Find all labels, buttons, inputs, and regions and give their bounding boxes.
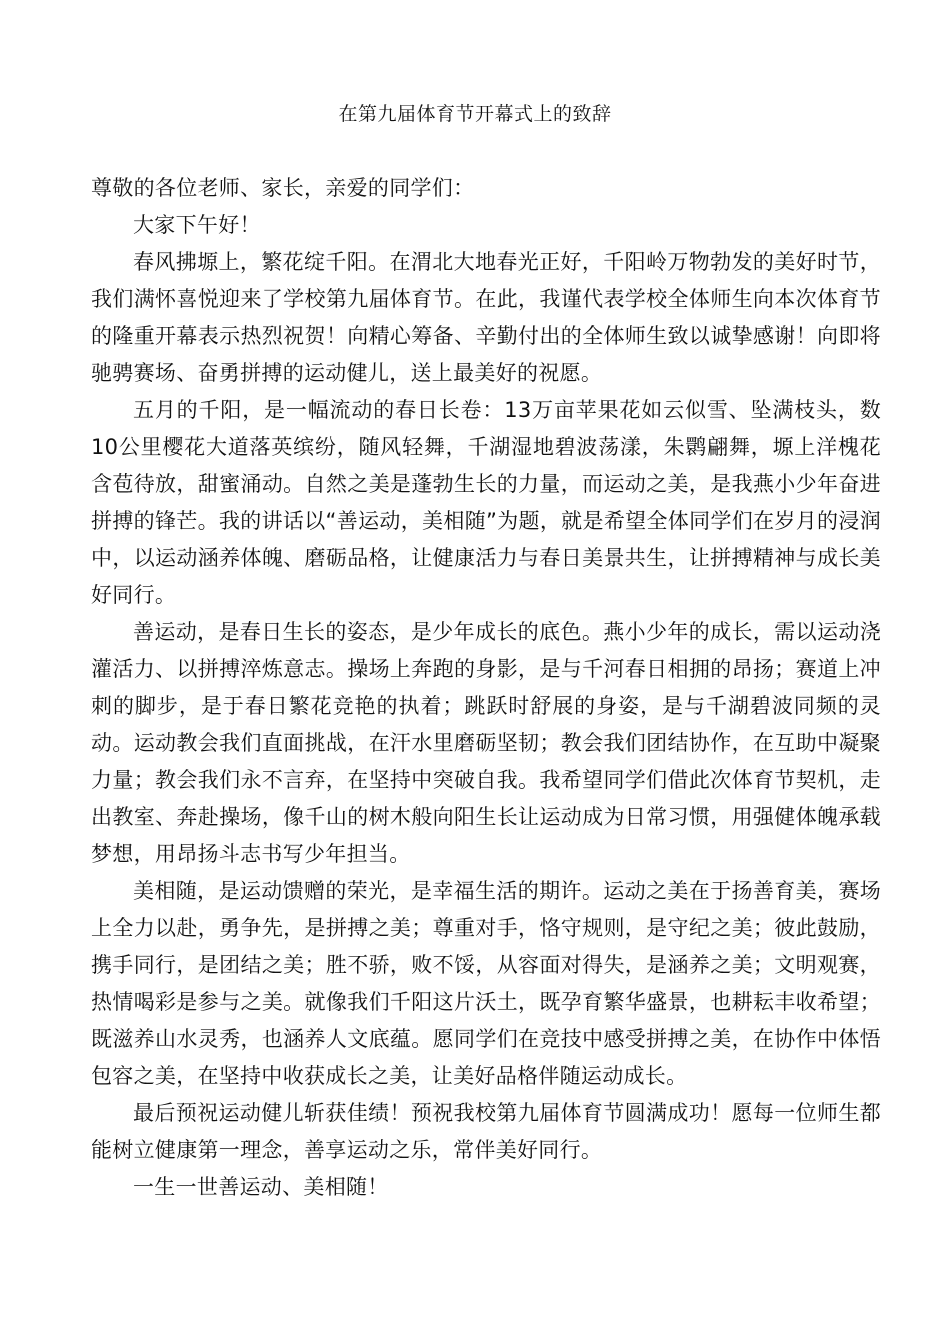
greeting: 大家下午好！ — [133, 213, 261, 237]
salutation: 尊敬的各位老师、家长，亲爱的同学们： — [91, 176, 475, 200]
paragraph-opening: 春风拂塬上，繁花绽千阳。在渭北大地春光正好，千阳岭万物勃发的美好时节，我们满怀喜悦迎来了学校第九届体育节。在此，我谨代表学校全体师生向本次体育节的隆重开幕表示热烈祝贺！向精心筹备、辛勤付出的全体师生致以诚挚感谢！向即将驰骋赛场、奋勇拼搏的运动健儿，送上最美好的祝愿。 — [91, 250, 881, 385]
paragraph-may-scenery: 五月的千阳，是一幅流动的春日长卷：13万亩苹果花如云似雪、坠满枝头，数10公里樱花大道落英缤纷，随风轻舞，千湖湿地碧波荡漾，朱鹮翩舞，塬上洋槐花含苞待放，甜蜜涌动。自然之美是蓬勃生长的力量，而运动之美，是我燕小少年奋进拼搏的锋芒。我的讲话以“善运动，美相随”为题，就是希望全体同学们在岁月的浸润中，以运动涵养体魄、磨砺品格，让健康活力与春日美景共生，让拼搏精神与成长美好同行。 — [91, 398, 881, 607]
document-body — [91, 170, 881, 1206]
document-title: 在第九届体育节开幕式上的致辞 — [338, 103, 612, 125]
paragraph-beauty-follows: 美相随，是运动馈赠的荣光，是幸福生活的期许。运动之美在于扬善育美，赛场上全力以赴，勇争先，是拼搏之美；尊重对手，恪守规则，是守纪之美；彼此鼓励，携手同行，是团结之美；胜不骄，败不馁，从容面对得失，是涵养之美；文明观赛，热情喝彩是参与之美。就像我们千阳这片沃土，既孕育繁华盛景，也耕耘丰收希望；既滋养山水灵秀，也涵养人文底蕴。愿同学们在竞技中感受拼搏之美，在协作中体悟包容之美，在坚持中收获成长之美，让美好品格伴随运动成长。 — [91, 879, 881, 1088]
paragraph-good-at-sports: 善运动，是春日生长的姿态，是少年成长的底色。燕小少年的成长，需以运动浇灌活力、以拼搏淬炼意志。操场上奔跑的身影，是与千河春日相拥的昂扬；赛道上冲刺的脚步，是于春日繁花竞艳的执着；跳跃时舒展的身姿，是与千湖碧波同频的灵动。运动教会我们直面挑战，在汗水里磨砺坚韧；教会我们团结协作，在互助中凝聚力量；教会我们永不言弃，在坚持中突破自我。我希望同学们借此次体育节契机，走出教室、奔赴操场，像千山的树木般向阳生长让运动成为日常习惯，用强健体魄承载梦想，用昂扬斗志书写少年担当。 — [91, 620, 881, 866]
paragraph-closing-wishes: 最后预祝运动健儿斩获佳绩！预祝我校第九届体育节圆满成功！愿每一位师生都能树立健康第一理念，善享运动之乐，常伴美好同行。 — [91, 1101, 881, 1162]
paragraph-final-slogan: 一生一世善运动、美相随！ — [133, 1175, 389, 1199]
